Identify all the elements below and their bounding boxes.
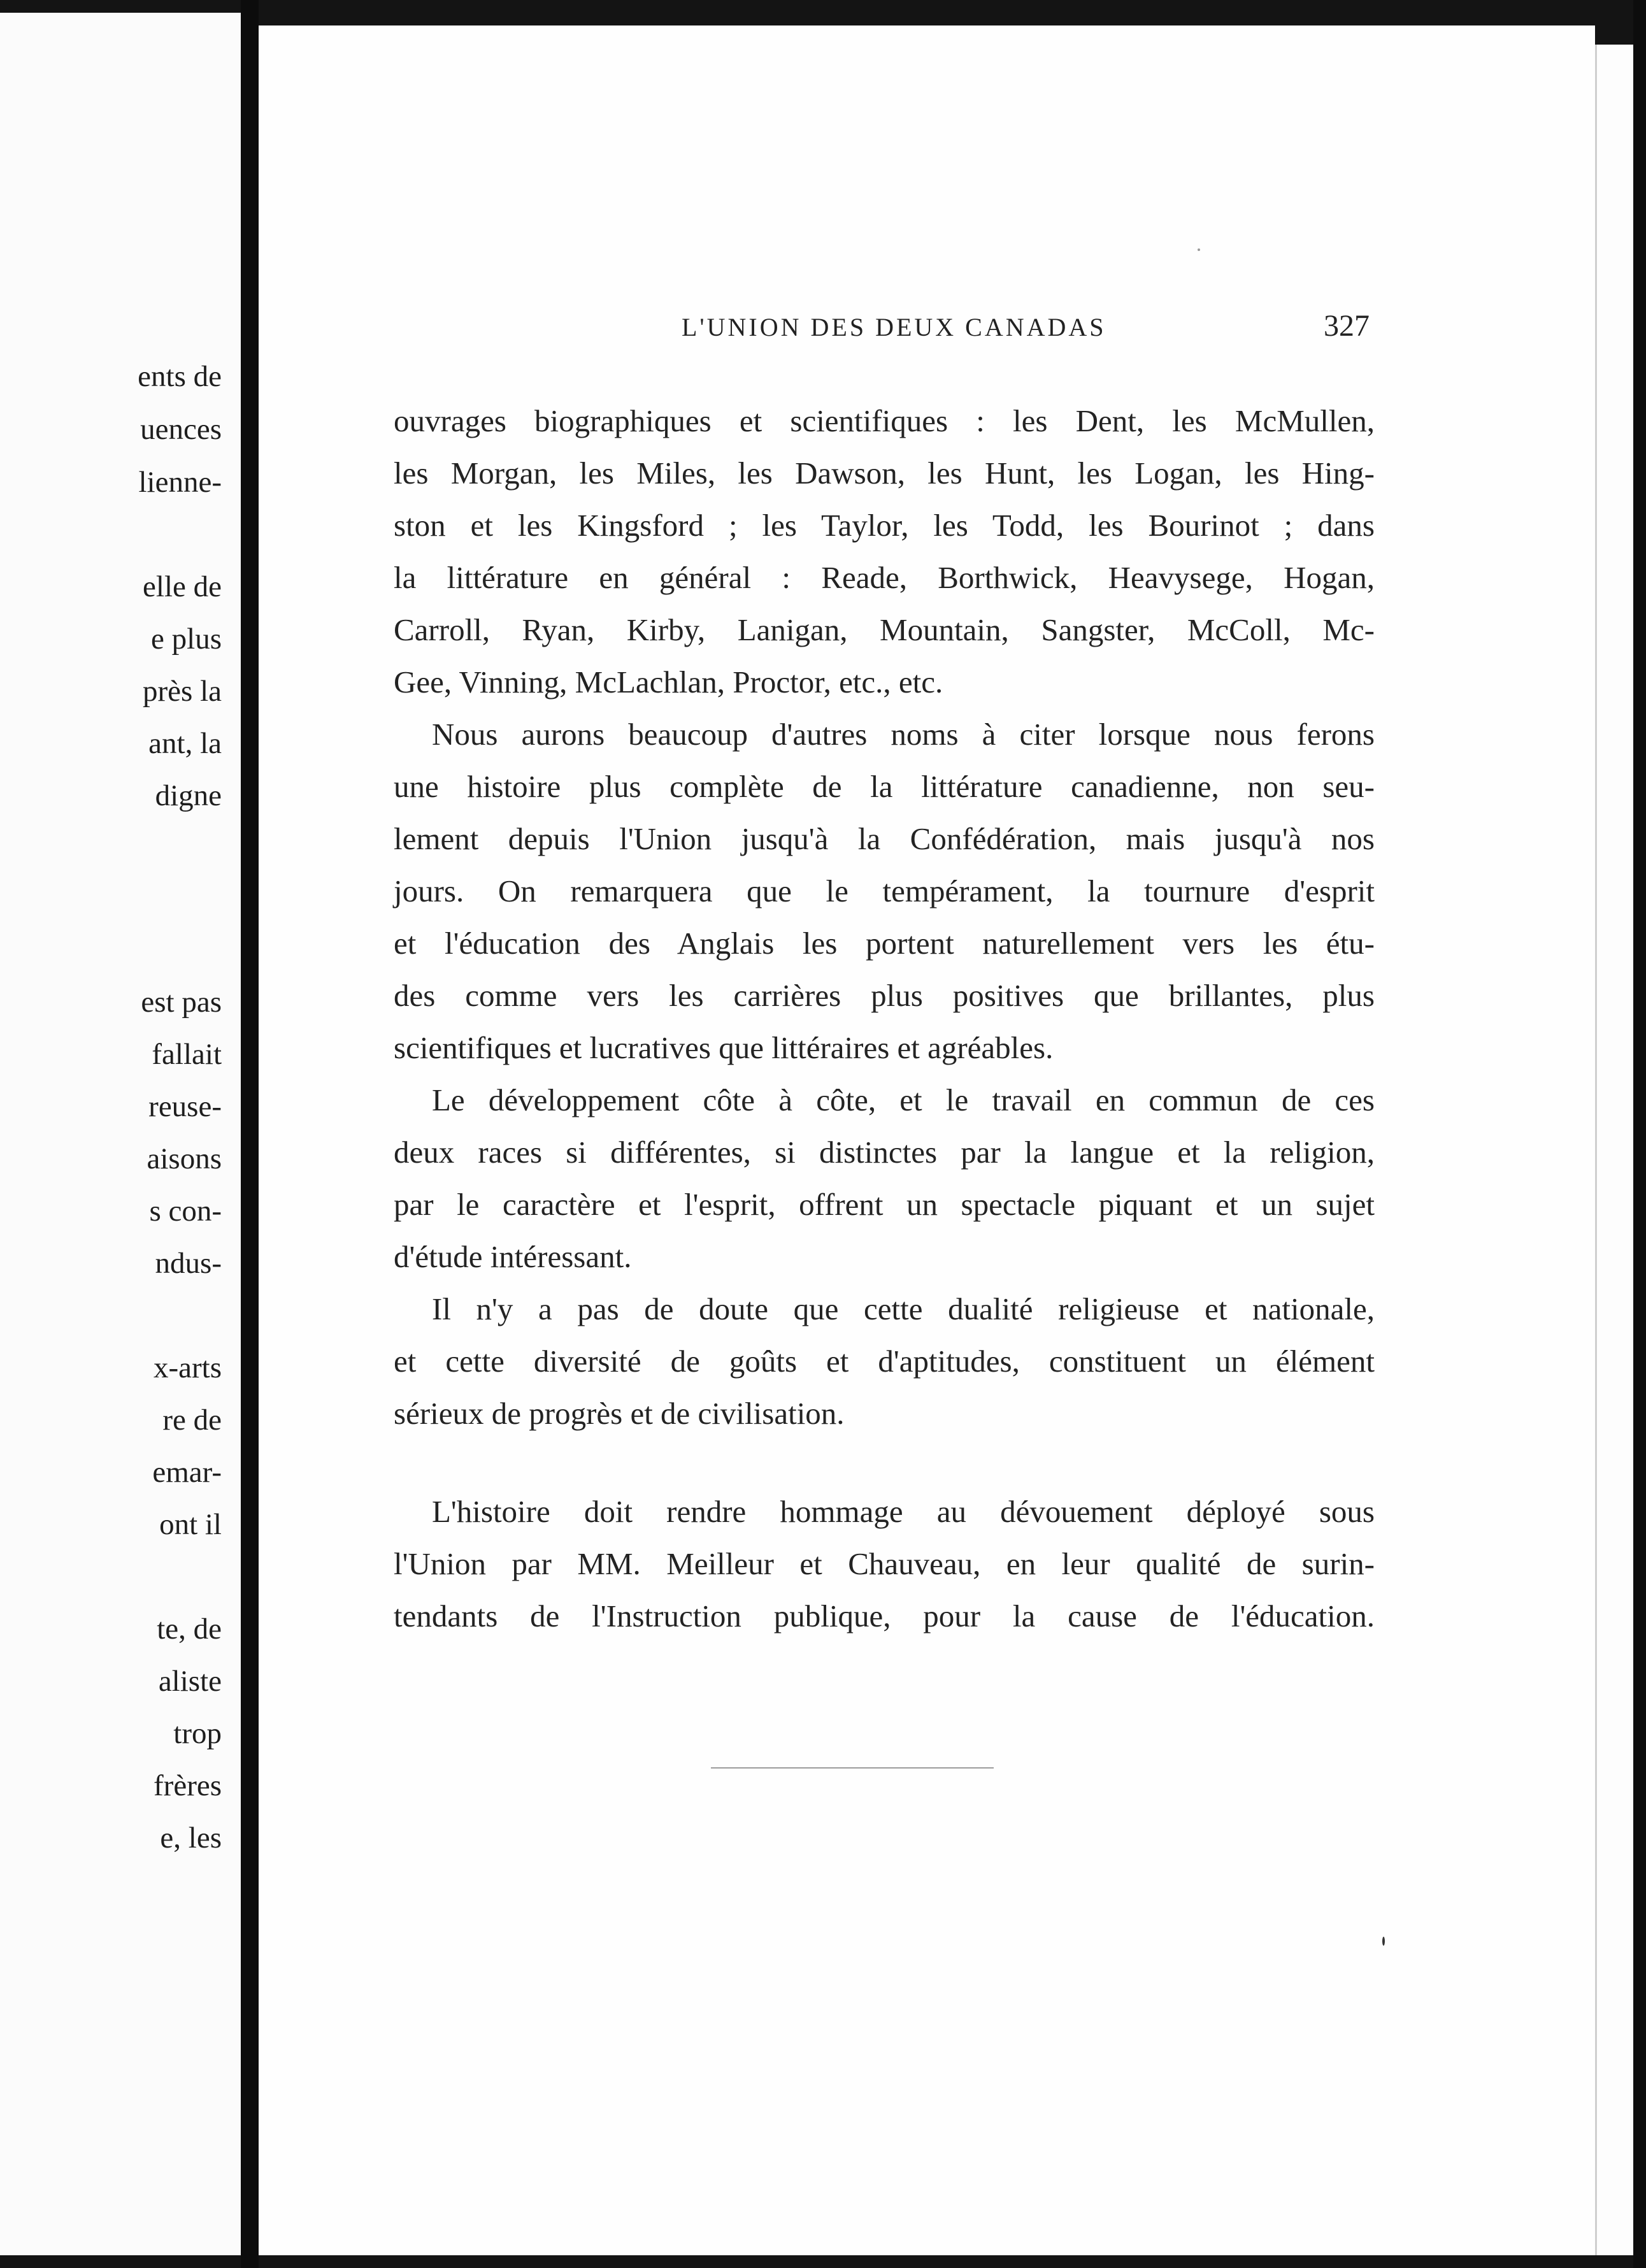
paragraph — [394, 708, 1375, 1074]
section-end-rule — [711, 1767, 994, 1769]
text-line: tendants de l'Instruction publique, pour la cause de l'éducation. — [394, 1598, 1375, 1633]
text-line: des comme vers les carrières plus positives que brillantes, plus — [394, 978, 1375, 1013]
paragraph — [394, 1283, 1375, 1440]
running-head: L'UNION DES DEUX CANADAS — [682, 313, 1106, 341]
left-page-text-fragment: reuse- — [148, 1090, 222, 1123]
text-line: deux races si différentes, si distinctes par la langue et la religion, — [394, 1135, 1375, 1170]
left-page-text-fragment: ant, la — [148, 727, 222, 760]
text-line: Nous aurons beaucoup d'autres noms à citer lorsque nous ferons — [432, 717, 1375, 752]
text-line: Il n'y a pas de doute que cette dualité religieuse et nationale, — [432, 1291, 1375, 1326]
paragraph — [394, 1074, 1375, 1283]
left-page-text-fragment: fallait — [152, 1038, 222, 1071]
text-line: la littérature en général : Reade, Borthwick, Heavysege, Hogan, — [394, 560, 1375, 595]
scan-border-right — [1633, 0, 1646, 2268]
text-line: Carroll, Ryan, Kirby, Lanigan, Mountain, Sangster, McColl, Mc- — [394, 612, 1375, 647]
left-page-text-fragment: ents de — [138, 360, 222, 393]
page-number: 327 — [1324, 309, 1370, 343]
left-page-text-fragment: frères — [154, 1769, 222, 1802]
text-line: Gee, Vinning, McLachlan, Proctor, etc., etc. — [394, 664, 943, 700]
left-page-text-fragment: emar- — [152, 1456, 222, 1489]
scan-speck — [1382, 1937, 1385, 1946]
scan-speck — [1198, 248, 1200, 251]
left-page-text-fragment: près la — [143, 675, 222, 708]
left-page-text-fragment: ndus- — [155, 1247, 222, 1280]
text-line: l'Union par MM. Meilleur et Chauveau, en leur qualité de surin- — [394, 1546, 1375, 1581]
text-line: jours. On remarquera que le tempérament, la tournure d'esprit — [394, 873, 1375, 908]
left-page-text-fragment: uences — [140, 413, 222, 446]
left-page-text-fragment: elle de — [143, 570, 222, 603]
left-page-text-fragment: x-arts — [153, 1351, 222, 1384]
text-line: sérieux de progrès et de civilisation. — [394, 1396, 845, 1431]
book-gutter — [241, 0, 259, 2268]
left-page-text-fragment: ont il — [159, 1508, 222, 1541]
left-page-text-fragment: est pas — [141, 986, 222, 1019]
text-line: scientifiques et lucratives que littéraires et agréables. — [394, 1030, 1054, 1065]
left-page-text-fragment: te, de — [157, 1612, 222, 1646]
text-line: d'étude intéressant. — [394, 1239, 632, 1274]
body-text — [394, 395, 1375, 1642]
text-line: une histoire plus complète de la littérature canadienne, non seu- — [394, 769, 1375, 804]
left-page-text-fragment: e, les — [160, 1821, 222, 1855]
text-line: par le caractère et l'esprit, offrent un spectacle piquant et un sujet — [394, 1187, 1375, 1222]
left-facing-page — [0, 13, 241, 2255]
left-page-text-fragment: lienne- — [138, 466, 222, 499]
text-line: les Morgan, les Miles, les Dawson, les Hunt, les Logan, les Hing- — [394, 456, 1375, 491]
page-edge-strip — [1595, 45, 1635, 2255]
text-line: ouvrages biographiques et scientifiques : les Dent, les McMullen, — [394, 403, 1375, 438]
text-line: lement depuis l'Union jusqu'à la Confédération, mais jusqu'à nos — [394, 821, 1375, 856]
text-line: ston et les Kingsford ; les Taylor, les Todd, les Bourinot ; dans — [394, 508, 1375, 543]
left-page-text-fragment: re de — [162, 1403, 222, 1437]
left-page-text-fragment: aliste — [158, 1665, 222, 1698]
left-page-text-fragment: trop — [173, 1717, 222, 1750]
text-line: et l'éducation des Anglais les portent naturellement vers les étu- — [394, 926, 1375, 961]
text-line: Le développement côte à côte, et le travail en commun de ces — [432, 1082, 1375, 1117]
left-page-text-fragment: digne — [155, 779, 222, 812]
left-page-text-fragment: e plus — [151, 622, 222, 656]
left-page-text-fragment: aisons — [147, 1142, 222, 1175]
paragraph — [394, 395, 1375, 708]
left-page-text-fragment: s con- — [149, 1195, 222, 1228]
text-line: et cette diversité de goûts et d'aptitudes, constituent un élément — [394, 1344, 1375, 1379]
paragraph — [394, 1486, 1375, 1642]
text-line: L'histoire doit rendre hommage au dévouement déployé sous — [432, 1494, 1375, 1529]
paragraph-gap — [394, 1440, 1375, 1486]
